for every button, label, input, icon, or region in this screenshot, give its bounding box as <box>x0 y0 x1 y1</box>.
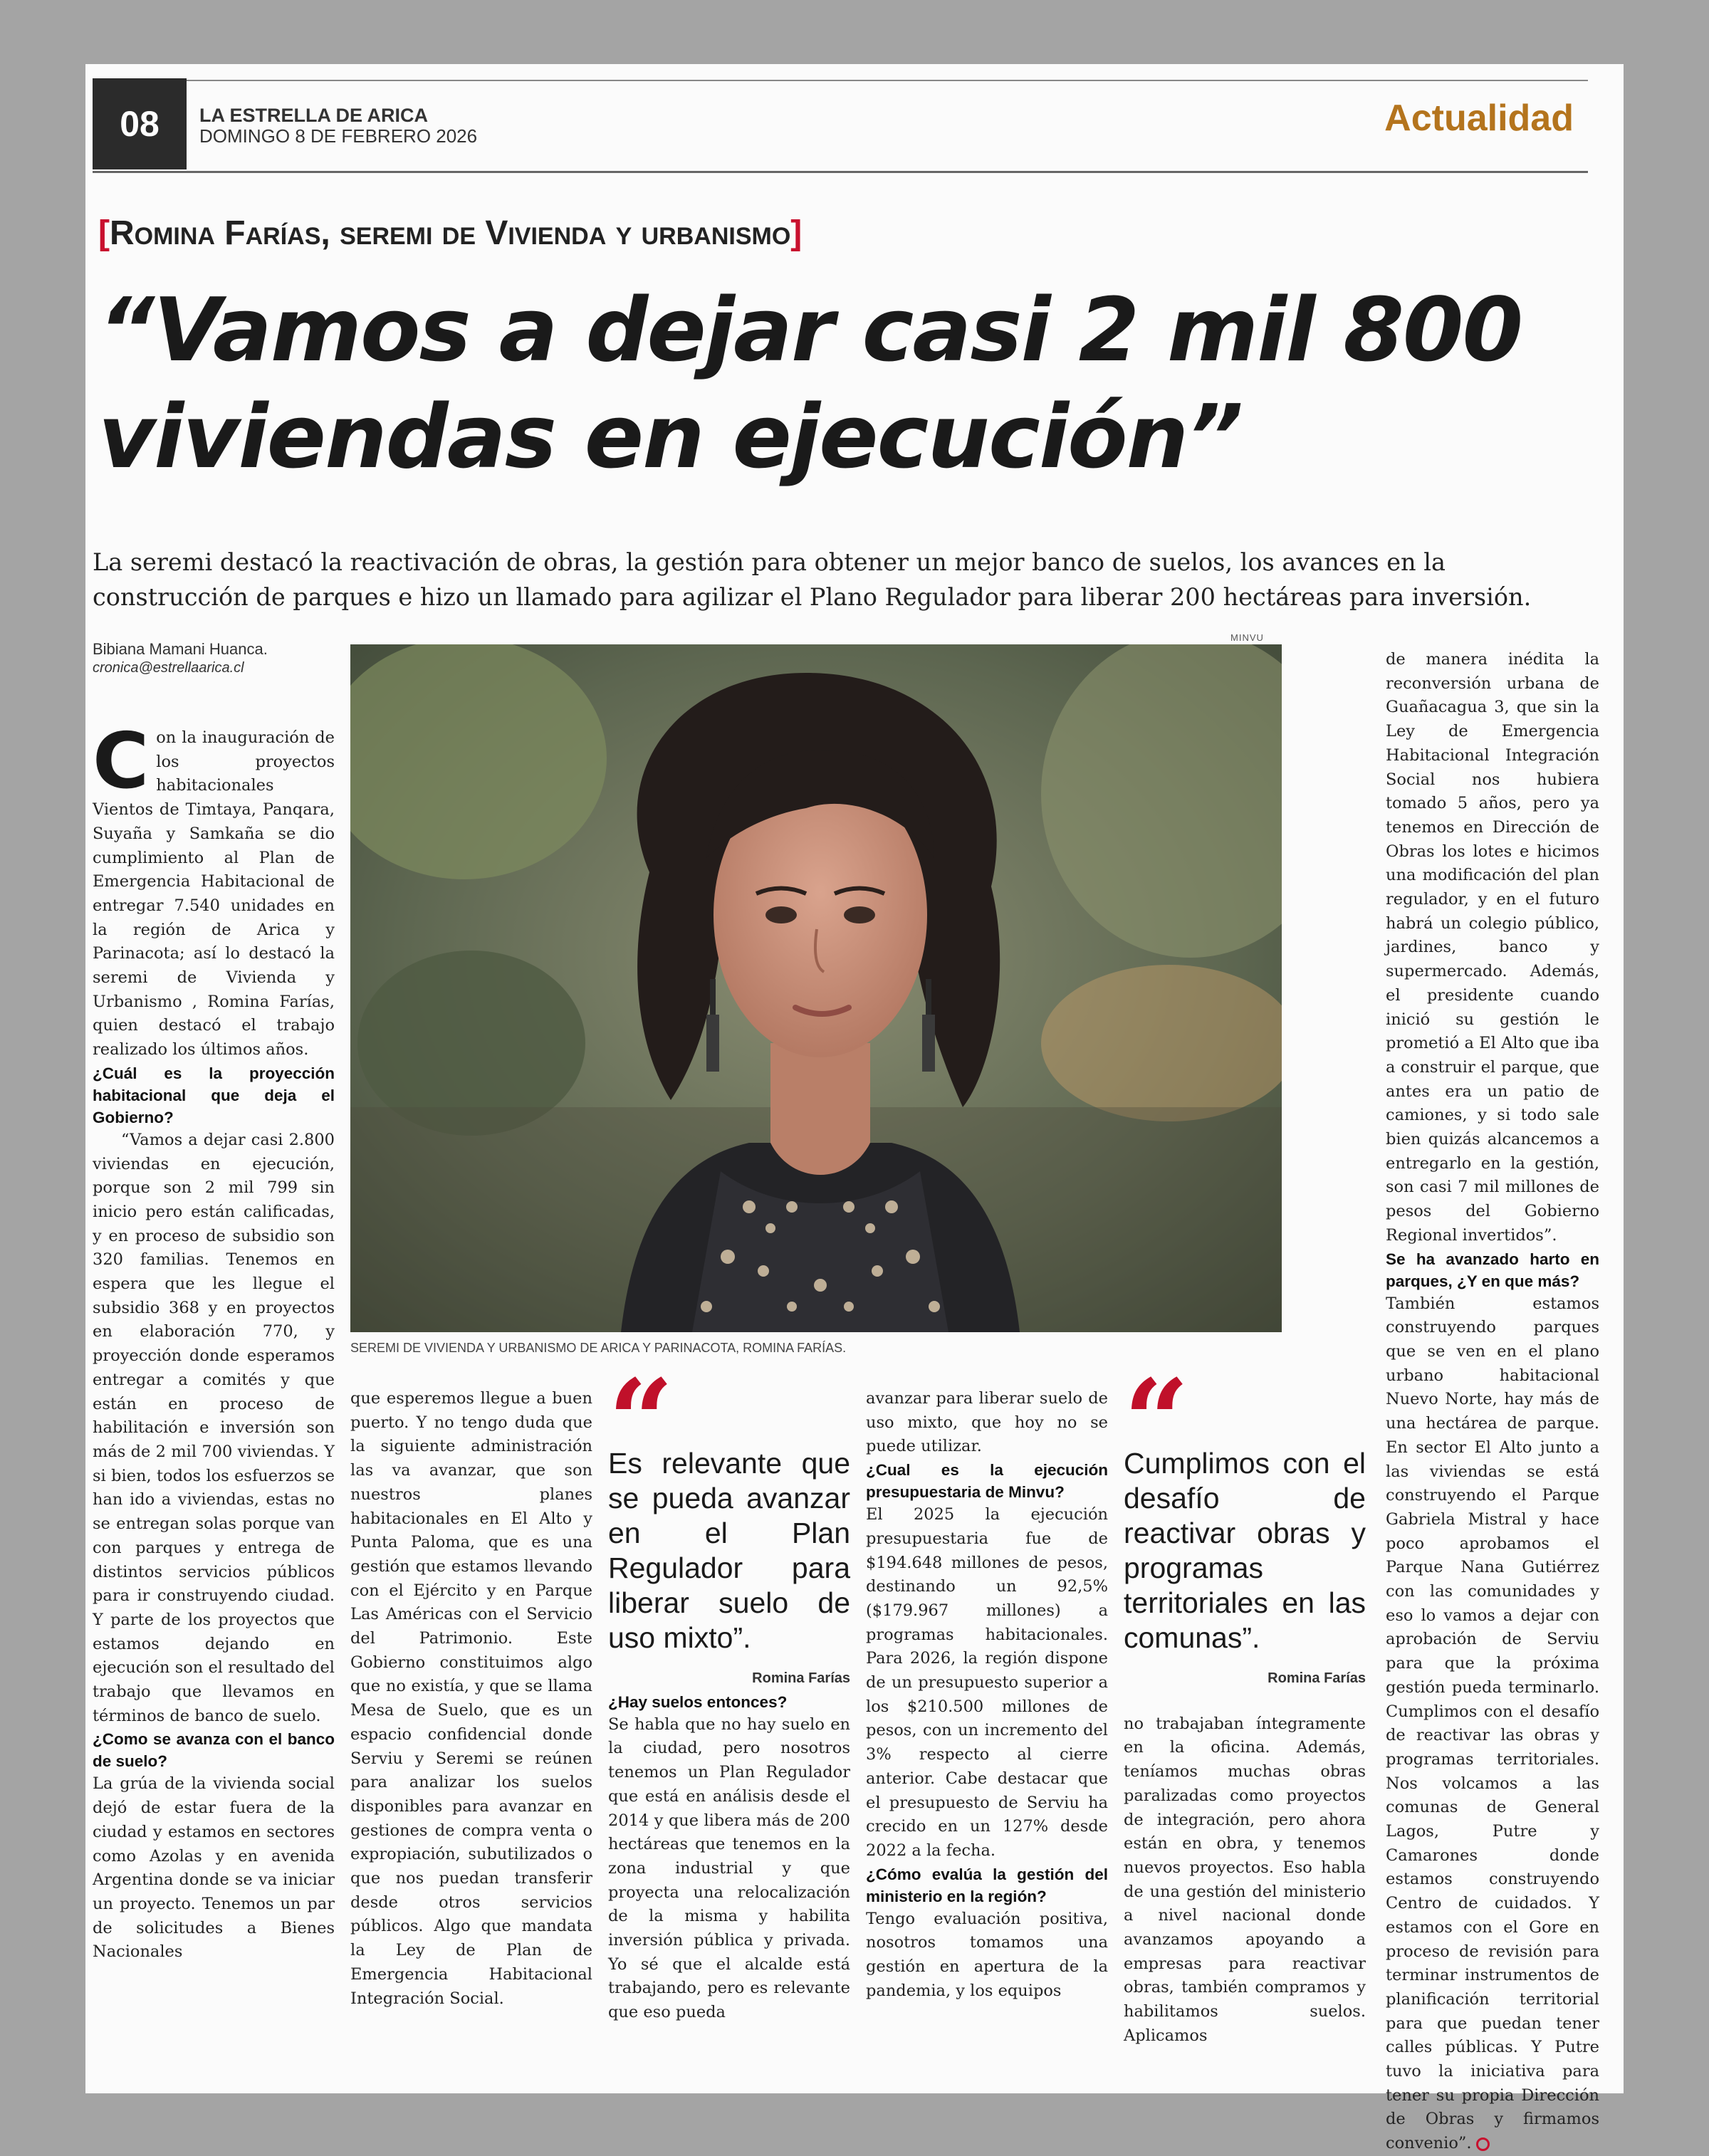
headline-line-2: viviendas en ejecución” <box>98 387 1243 488</box>
author-name: Bibiana Mamani Huanca. <box>93 640 268 658</box>
column-4-text: avanzar para liberar suelo de uso mixto, que hoy no se puede utilizar. <box>866 1389 1108 1456</box>
kicker-bracket-close: ] <box>790 214 803 252</box>
intro-paragraph <box>93 717 335 1062</box>
kicker-text: Romina Farías, seremi de Vivienda y urbanismo <box>109 214 791 252</box>
answer-4: El 2025 la ejecución presupuestaria fue de $194.648 millones de pesos, destinando un 92,5% ($179.967 millones) a programas habitacionales. Para 2026, la región dispone de un presupuesto superior a los $210.500 millones de pesos, con un incremento del 3% respecto al cierre anterior. Cabe destacar que el presupuesto de Serviu ha crecido en un 127% desde 2022 a la fecha. <box>866 1505 1108 1860</box>
byline <box>93 639 268 678</box>
portrait-photo <box>350 644 1282 1332</box>
quote-mark-icon: “ <box>608 1371 674 1446</box>
headline-line-1: “Vamos a dejar casi 2 mil 800 <box>98 280 1522 382</box>
column-1 <box>93 717 335 1964</box>
column-6 <box>1386 648 1599 2156</box>
column-3 <box>608 1371 850 2025</box>
drop-cap: C <box>93 717 150 806</box>
answer-3: Se habla que no hay suelo en la ciudad, pero nosotros tenemos un Plan Regulador que está en análisis desde el 2014 y que libera más de 200 hectáreas que tenemos en la zona industrial y que proyecta una relocalización de la misma y habilita inversión pública y privada. Yo sé que el alcalde está trabajando, pero es relevante que eso pueda <box>608 1715 850 2022</box>
newspaper-page <box>85 64 1624 2153</box>
pull-quote-2-text: Cumplimos con el desafío de reactivar obras y programas territoriales en las comunas”. <box>1124 1447 1366 1654</box>
intro-text: on la inauguración de los proyectos habitacionales Vientos de Timtaya, Panqara, Suyaña y Samkaña se dio cumplimiento al Plan de Emergencia Habitacional de entregar 7.540 unidades en la región de Arica y Parinacota; así lo destacó la seremi de Vivienda y Urbanismo , Romina Farías, quien destacó el trabajo realizado los últimos años. <box>93 728 335 1059</box>
question-5: ¿Cómo evalúa la gestión del ministerio en la región? <box>866 1865 1108 1905</box>
deck: La seremi destacó la reactivación de obras, la gestión para obtener un mejor banco de suelos, los avances en la construcción de parques e hizo un llamado para agilizar el Plano Regulador para liberar 200 hectáreas para inversión. <box>93 548 1532 611</box>
column-2 <box>350 1387 592 2011</box>
answer-2: La grúa de la vivienda social dejó de estar fuera de la ciudad y estamos en sectores como Azolas y en avenida Argentina donde se va iniciar un proyecto. Tenemos un par de solicitudes a Bienes Nacionales <box>93 1774 335 1962</box>
author-email: cronica@estrellaarica.cl <box>93 660 244 676</box>
section-name: Actualidad <box>1384 98 1574 139</box>
top-rule <box>93 80 1588 81</box>
kicker-bracket-open: [ <box>98 214 110 252</box>
publication-name: LA ESTRELLA DE ARICA <box>199 105 428 126</box>
pull-quote-2-source: Romina Farías <box>1268 1670 1366 1686</box>
column-4 <box>866 1387 1108 2003</box>
quote-mark-icon: “ <box>1124 1371 1190 1446</box>
question-1: ¿Cuál es la proyección habitacional que deja el Gobierno? <box>93 1064 335 1126</box>
answer-5: Tengo evaluación positiva, nosotros tomamos una gestión en apertura de la pandemia, y los equipos <box>866 1909 1108 2000</box>
answer-6 <box>1386 1292 1599 2156</box>
column-5 <box>1124 1371 1366 2048</box>
question-6: Se ha avanzado harto en parques, ¿Y en que más? <box>1386 1250 1599 1290</box>
pull-quote-1-text: Es relevante que se pueda avanzar en el Plan Regulador para liberar suelo de uso mixto”. <box>608 1447 850 1654</box>
question-3: ¿Hay suelos entonces? <box>608 1692 788 1711</box>
answer-6-text: También estamos construyendo parques que se ven en el plano urbano habitacional Nuevo Norte, hay más de una hectárea de parque. En sector El Alto junto a las viviendas se está construyendo el Parque Gabriela Mistral y hace poco aprobamos el Parque Nana Gutiérrez con las comunidades y eso lo vamos a dejar con aprobación de Serviu para que la próxima gestión pueda terminarlo. Cumplimos con el desafío de reactivar las obras y programas territoriales. Nos volcamos a las comunas de General Lagos, Putre y Camarones donde estamos construyendo Centro de cuidados. Y estamos con el Gore en proceso de revisión para terminar instrumentos de planificación territorial para que puedan tener calles públicas. Y Putre tuvo la iniciativa para tener su propia Dirección de Obras y firmamos convenio”. <box>1386 1294 1599 2153</box>
end-mark-icon <box>1476 2137 1490 2151</box>
publication-date: DOMINGO 8 DE FEBRERO 2026 <box>199 125 478 147</box>
header-rule <box>93 171 1588 173</box>
column-5-text: no trabajaban íntegramente en la oficina. Además, teníamos muchas obras paralizadas como proyectos de integración, pero ahora están en obra, y tenemos nuevos proyectos. Eso habla de una gestión del ministerio a nivel nacional donde avanzamos apoyando a empresas para reactivar obras, también compramos y habilitamos suelos. Aplicamos <box>1124 1714 1366 2045</box>
kicker <box>98 214 802 253</box>
column-2-text: que esperemos llegue a buen puerto. Y no tengo duda que la siguiente administración las va avanzar, que son nuestros planes habitacionales en El Alto y Punta Paloma, que es una gestión que estamos llevando con el Ejército y en Parque Las Américas con el Servicio del Patrimonio. Este Gobierno constituimos algo que no existía, y que se llama Mesa de Suelo, que es un espacio confidencial donde Serviu y Seremi se reúnen para analizar los suelos disponibles para avanzar en gestiones de compra venta o expropiación, subutilizados o que nos puedan transferir desde otros servicios públicos. Algo que mandata la Ley de Plan de Emergencia Habitacional Integración Social. <box>350 1389 592 2008</box>
photo-credit: MINVU <box>1230 632 1264 643</box>
question-4: ¿Cual es la ejecución presupuestaria de Minvu? <box>866 1461 1108 1502</box>
answer-1: “Vamos a dejar casi 2.800 viviendas en ejecución, porque son 2 mil 799 sin inicio pero están calificadas, y en proceso de subsidio son 320 familias. Tenemos en espera que les llegue el subsidio 368 y en proyectos en elaboración 770, y proyección donde esperamos entregar a comités y que están en proceso de habilitación e inversión son más de 2 mil 700 viviendas. Y si bien, todos los esfuerzos se han ido a viviendas, estas no se entregan solas porque van con parques y entrega de distintos servicios públicos para ir construyendo ciudad. Y parte de los proyectos que estamos dejando en ejecución son el resultado del trabajo que llevamos en términos de banco de suelo. <box>93 1130 335 1725</box>
pull-quote-1-source: Romina Farías <box>752 1670 850 1686</box>
column-6-text: de manera inédita la reconversión urbana de Guañacagua 3, que sin la Ley de Emergencia Habitacional Integración Social nos hubiera tomado 5 años, pero ya tenemos en Dirección de Obras los lotes e hicimos una modificación del plan regulador, y en el futuro habrá un colegio público, jardines, banco y supermercado. Además, el presidente cuando inició su gestión le prometió a El Alto que iba a construir el parque, que antes era un patio de camiones, y si todo sale bien quizás alcancemos a entregarlo en la gestión, son casi 7 mil millones de pesos del Gobierno Regional invertidos”. <box>1386 650 1599 1245</box>
pull-quote-1 <box>608 1371 850 1691</box>
pull-quote-2 <box>1124 1371 1366 1691</box>
headline <box>98 278 1608 491</box>
page-number: 08 <box>93 78 187 169</box>
question-2: ¿Como se avanza con el banco de suelo? <box>93 1730 335 1771</box>
portrait-illustration <box>350 644 1282 1332</box>
photo-caption: SEREMI DE VIVIENDA Y URBANISMO DE ARICA Y PARINACOTA, ROMINA FARÍAS. <box>350 1341 847 1355</box>
